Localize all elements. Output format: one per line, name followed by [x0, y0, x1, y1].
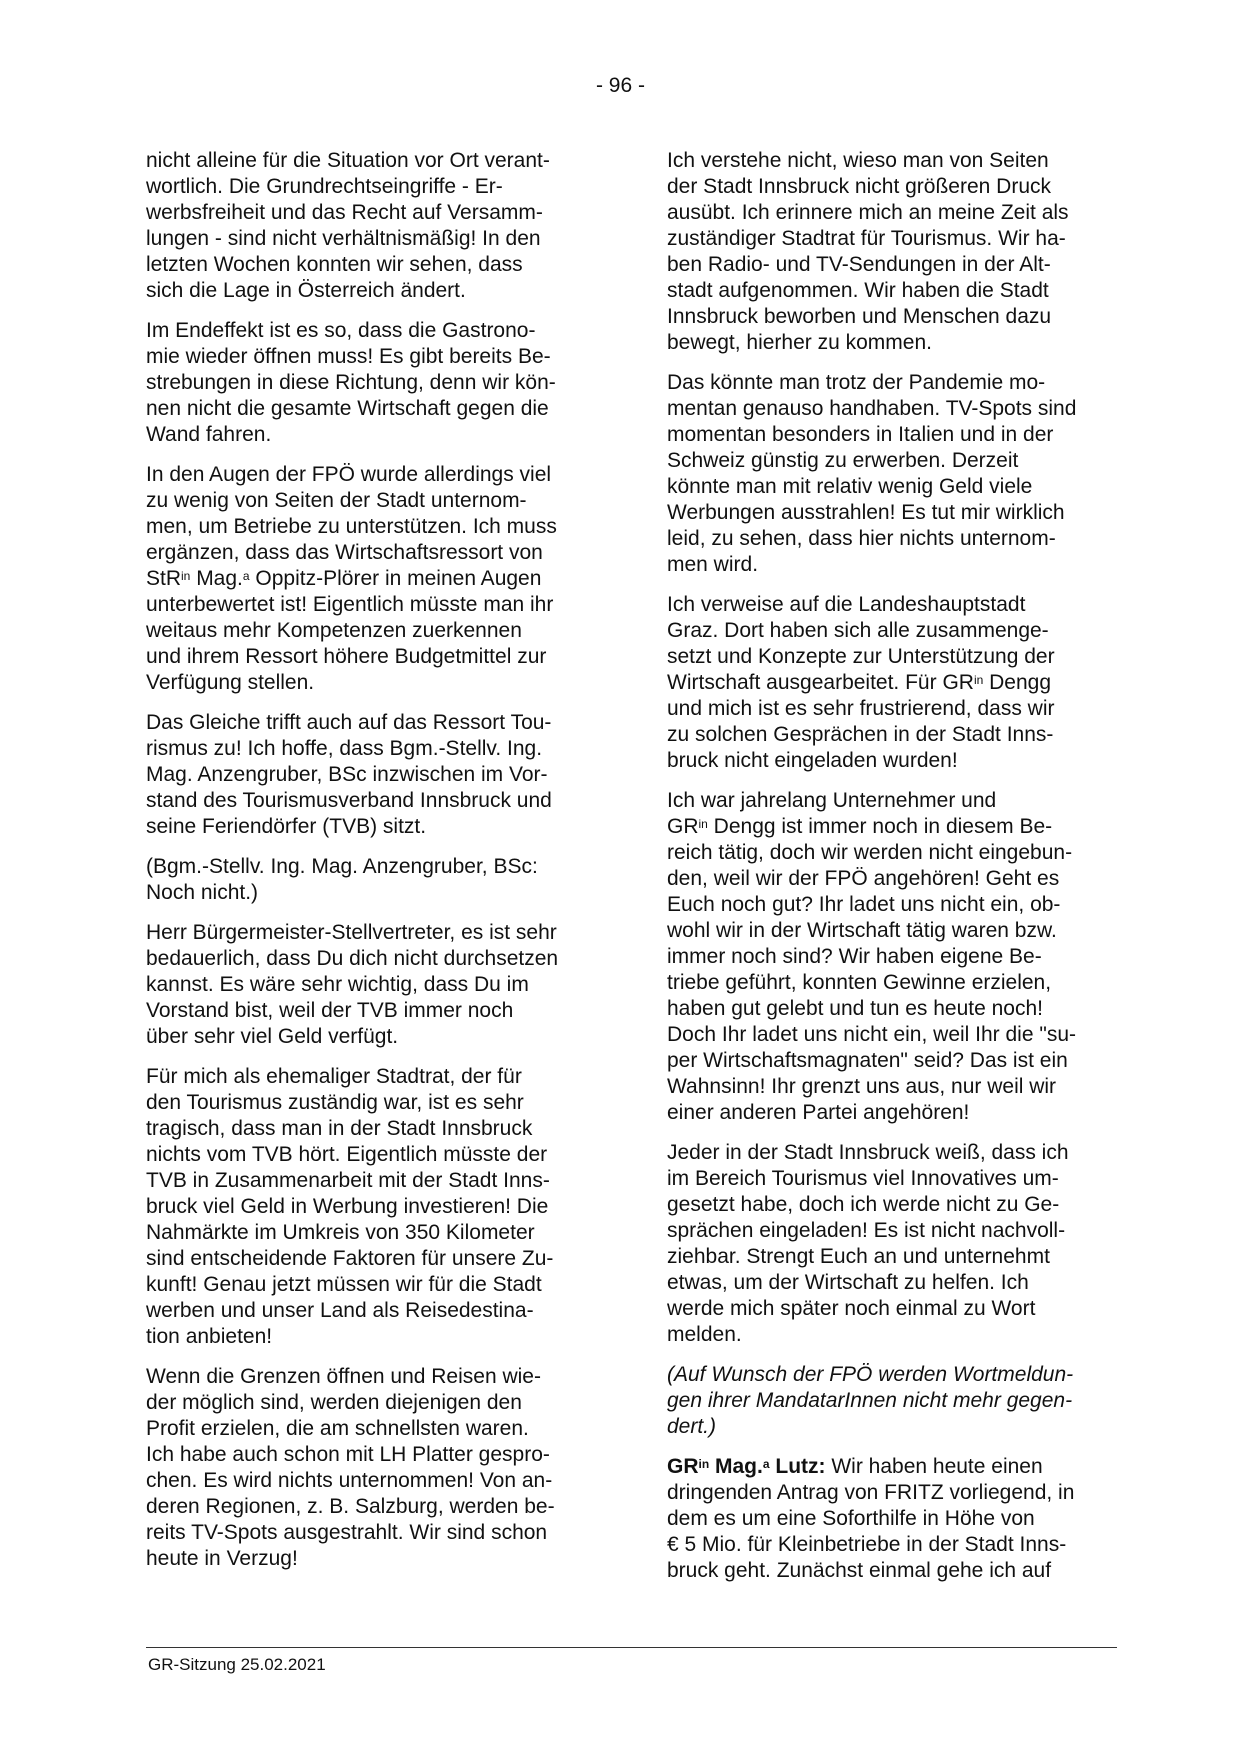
text-line: werbsfreiheit und das Recht auf Versamm- — [146, 201, 543, 224]
text-line: Doch Ihr ladet uns nicht ein, weil Ihr die "su- — [667, 1023, 1076, 1046]
paragraph — [146, 1064, 596, 1350]
text-line: mentan genauso handhaben. TV-Spots sind — [667, 397, 1077, 420]
text-line: $GR^{in}$ Mag.$^a$ Lutz: Wir haben heute einen — [667, 1455, 1043, 1478]
left-column — [146, 148, 596, 1586]
text-line: ausübt. Ich erinnere mich an meine Zeit als — [667, 201, 1069, 224]
text-line: werde mich später noch einmal zu Wort — [667, 1297, 1036, 1320]
text-line: tragisch, dass man in der Stadt Innsbruck — [146, 1117, 533, 1140]
text-line: kunft! Genau jetzt müssen wir für die Stadt — [146, 1273, 542, 1296]
text-line: Euch noch gut? Ihr ladet uns nicht ein, ob- — [667, 893, 1061, 916]
text-line: bruck nicht eingeladen wurden! — [667, 749, 958, 772]
text-line: einer anderen Partei angehören! — [667, 1101, 970, 1124]
paragraph — [146, 1364, 596, 1572]
text-line: men wird. — [667, 553, 759, 576]
text-line: heute in Verzug! — [146, 1547, 298, 1570]
paragraph — [667, 1362, 1117, 1440]
text-line: könnte man mit relativ wenig Geld viele — [667, 475, 1033, 498]
text-line: sind entscheidende Faktoren für unsere Zu- — [146, 1247, 554, 1270]
paragraph — [146, 854, 596, 906]
text-line: werben und unser Land als Reisedestina- — [146, 1299, 534, 1322]
text-line: der möglich sind, werden diejenigen den — [146, 1391, 522, 1414]
text-line: nen nicht die gesamte Wirtschaft gegen die — [146, 397, 549, 420]
text-line: nichts vom TVB hört. Eigentlich müsste der — [146, 1143, 548, 1166]
text-line: Das könnte man trotz der Pandemie mo- — [667, 371, 1046, 394]
text-line: ergänzen, dass das Wirtschaftsressort von — [146, 541, 543, 564]
footer-session-date: GR-Sitzung 25.02.2021 — [148, 1655, 326, 1674]
text-line: Wirtschaft ausgearbeitet. Für $GR^{in}$ Dengg — [667, 671, 1052, 694]
text-line: Jeder in der Stadt Innsbruck weiß, dass ich — [667, 1141, 1069, 1164]
text-line: Im Endeffekt ist es so, dass die Gastrono- — [146, 319, 536, 342]
text-line: (Auf Wunsch der FPÖ werden Wortmeldun- — [667, 1363, 1074, 1386]
text-line: chen. Es wird nichts unternommen! Von an- — [146, 1469, 553, 1492]
text-line: $GR^{in}$ Dengg ist immer noch in diesem Be- — [667, 815, 1053, 838]
text-line: den Tourismus zuständig war, ist es sehr — [146, 1091, 524, 1114]
text-line: zuständiger Stadtrat für Tourismus. Wir ha- — [667, 227, 1066, 250]
text-line: gen ihrer MandatarInnen nicht mehr gegen- — [667, 1389, 1073, 1412]
text-line: Schweiz günstig zu erwerben. Derzeit — [667, 449, 1019, 472]
paragraph — [667, 370, 1117, 578]
text-line: Wenn die Grenzen öffnen und Reisen wie- — [146, 1365, 541, 1388]
text-line: dert.) — [667, 1415, 717, 1438]
text-line: etwas, um der Wirtschaft zu helfen. Ich — [667, 1271, 1029, 1294]
paragraph — [146, 318, 596, 448]
text-line: und mich ist es sehr frustrierend, dass wir — [667, 697, 1055, 720]
text-line: triebe geführt, konnten Gewinne erzielen, — [667, 971, 1052, 994]
text-line: bruck viel Geld in Werbung investieren! Die — [146, 1195, 549, 1218]
text-line: (Bgm.-Stellv. Ing. Mag. Anzengruber, BSc: — [146, 855, 538, 878]
text-line: rismus zu! Ich hoffe, dass Bgm.-Stellv. Ing. — [146, 737, 543, 760]
text-line: Innsbruck beworben und Menschen dazu — [667, 305, 1052, 328]
page-number: - 96 - — [595, 74, 645, 97]
text-line: Profit erzielen, die am schnellsten waren. — [146, 1417, 529, 1440]
text-line: Verfügung stellen. — [146, 671, 315, 694]
text-line: gesetzt habe, doch ich werde nicht zu Ge- — [667, 1193, 1060, 1216]
text-line: Graz. Dort haben sich alle zusammenge- — [667, 619, 1049, 642]
text-line: dringenden Antrag von FRITZ vorliegend, in — [667, 1481, 1075, 1504]
text-line: tion anbieten! — [146, 1325, 273, 1348]
text-line: Das Gleiche trifft auch auf das Ressort Tou- — [146, 711, 552, 734]
text-line: bedauerlich, dass Du dich nicht durchsetzen — [146, 947, 559, 970]
paragraph — [667, 148, 1117, 356]
text-line: bruck geht. Zunächst einmal gehe ich auf — [667, 1559, 1052, 1582]
text-line: im Bereich Tourismus viel Innovatives um- — [667, 1167, 1059, 1190]
text-line: stand des Tourismusverband Innsbruck und — [146, 789, 552, 812]
text-line: sich die Lage in Österreich ändert. — [146, 279, 466, 302]
text-line: weitaus mehr Kompetenzen zuerkennen — [146, 619, 522, 642]
paragraph — [146, 462, 596, 696]
text-line: reits TV-Spots ausgestrahlt. Wir sind schon — [146, 1521, 548, 1544]
text-line: immer noch sind? Wir haben eigene Be- — [667, 945, 1042, 968]
footer-divider — [146, 1647, 1117, 1648]
paragraph — [667, 592, 1117, 774]
text-line: wohl wir in der Wirtschaft tätig waren bzw. — [667, 919, 1057, 942]
text-line: der Stadt Innsbruck nicht größeren Druck — [667, 175, 1052, 198]
text-line: zu wenig von Seiten der Stadt unternom- — [146, 489, 527, 512]
text-line: setzt und Konzepte zur Unterstützung der — [667, 645, 1055, 668]
text-line: momentan besonders in Italien und in der — [667, 423, 1054, 446]
paragraph — [146, 148, 596, 304]
text-line: Wahnsinn! Ihr grenzt uns aus, nur weil wir — [667, 1075, 1057, 1098]
text-line: haben gut gelebt und tun es heute noch! — [667, 997, 1043, 1020]
text-line: Ich habe auch schon mit LH Platter gespro- — [146, 1443, 550, 1466]
text-line: strebungen in diese Richtung, denn wir kön- — [146, 371, 556, 394]
text-line: Werbungen ausstrahlen! Es tut mir wirklich — [667, 501, 1065, 524]
text-line: wortlich. Die Grundrechtseingriffe - Er- — [146, 175, 503, 198]
paragraph — [667, 1140, 1117, 1348]
text-line: den, weil wir der FPÖ angehören! Geht es — [667, 867, 1060, 890]
text-line: nicht alleine für die Situation vor Ort verant- — [146, 149, 550, 172]
paragraph — [146, 920, 596, 1050]
text-line: deren Regionen, z. B. Salzburg, werden be- — [146, 1495, 555, 1518]
text-line: Ich verstehe nicht, wieso man von Seiten — [667, 149, 1049, 172]
paragraph — [146, 710, 596, 840]
paragraph — [667, 788, 1117, 1126]
text-line: und ihrem Ressort höhere Budgetmittel zur — [146, 645, 547, 668]
text-line: Herr Bürgermeister-Stellvertreter, es ist sehr — [146, 921, 557, 944]
text-line: kannst. Es wäre sehr wichtig, dass Du im — [146, 973, 529, 996]
text-line: zu solchen Gesprächen in der Stadt Inns- — [667, 723, 1054, 746]
text-line: sprächen eingeladen! Es ist nicht nachvoll- — [667, 1219, 1066, 1242]
text-line: ziehbar. Strengt Euch an und unternehmt — [667, 1245, 1050, 1268]
text-line: ben Radio- und TV-Sendungen in der Alt- — [667, 253, 1051, 276]
text-line: men, um Betriebe zu unterstützen. Ich muss — [146, 515, 557, 538]
text-line: unterbewertet ist! Eigentlich müsste man ihr — [146, 593, 554, 616]
text-line: TVB in Zusammenarbeit mit der Stadt Inns- — [146, 1169, 550, 1192]
text-line: Nahmärkte im Umkreis von 350 Kilometer — [146, 1221, 535, 1244]
text-line: dem es um eine Soforthilfe in Höhe von — [667, 1507, 1035, 1530]
text-line: Ich verweise auf die Landeshauptstadt — [667, 593, 1026, 616]
text-line: stadt aufgenommen. Wir haben die Stadt — [667, 279, 1049, 302]
text-line: € 5 Mio. für Kleinbetriebe in der Stadt Inns- — [667, 1533, 1067, 1556]
text-line: letzten Wochen konnten wir sehen, dass — [146, 253, 523, 276]
text-line: StR$^{in}$ Mag.$^a$ Oppitz-Plörer in meinen Augen — [146, 567, 542, 590]
text-line: Für mich als ehemaliger Stadtrat, der für — [146, 1065, 522, 1088]
text-line: bewegt, hierher zu kommen. — [667, 331, 932, 354]
text-line: Noch nicht.) — [146, 881, 259, 904]
paragraph — [667, 1454, 1117, 1584]
text-line: Ich war jahrelang Unternehmer und — [667, 789, 997, 812]
speaker-name: $GR^{in}$ Mag.$^a$ Lutz: — [667, 1455, 826, 1478]
text-line: seine Feriendörfer (TVB) sitzt. — [146, 815, 427, 838]
text-line: Mag. Anzengruber, BSc inzwischen im Vor- — [146, 763, 548, 786]
text-line: per Wirtschaftsmagnaten" seid? Das ist ein — [667, 1049, 1068, 1072]
text-line: über sehr viel Geld verfügt. — [146, 1025, 399, 1048]
text-line: melden. — [667, 1323, 742, 1346]
text-line: reich tätig, doch wir werden nicht eingebun- — [667, 841, 1073, 864]
text-line: lungen - sind nicht verhältnismäßig! In den — [146, 227, 541, 250]
right-column — [667, 148, 1117, 1598]
text-line: leid, zu sehen, dass hier nichts unternom- — [667, 527, 1056, 550]
text-line: Wand fahren. — [146, 423, 272, 446]
text-line: mie wieder öffnen muss! Es gibt bereits Be- — [146, 345, 551, 368]
text-line: Vorstand bist, weil der TVB immer noch — [146, 999, 514, 1022]
text-line: In den Augen der FPÖ wurde allerdings viel — [146, 463, 552, 486]
